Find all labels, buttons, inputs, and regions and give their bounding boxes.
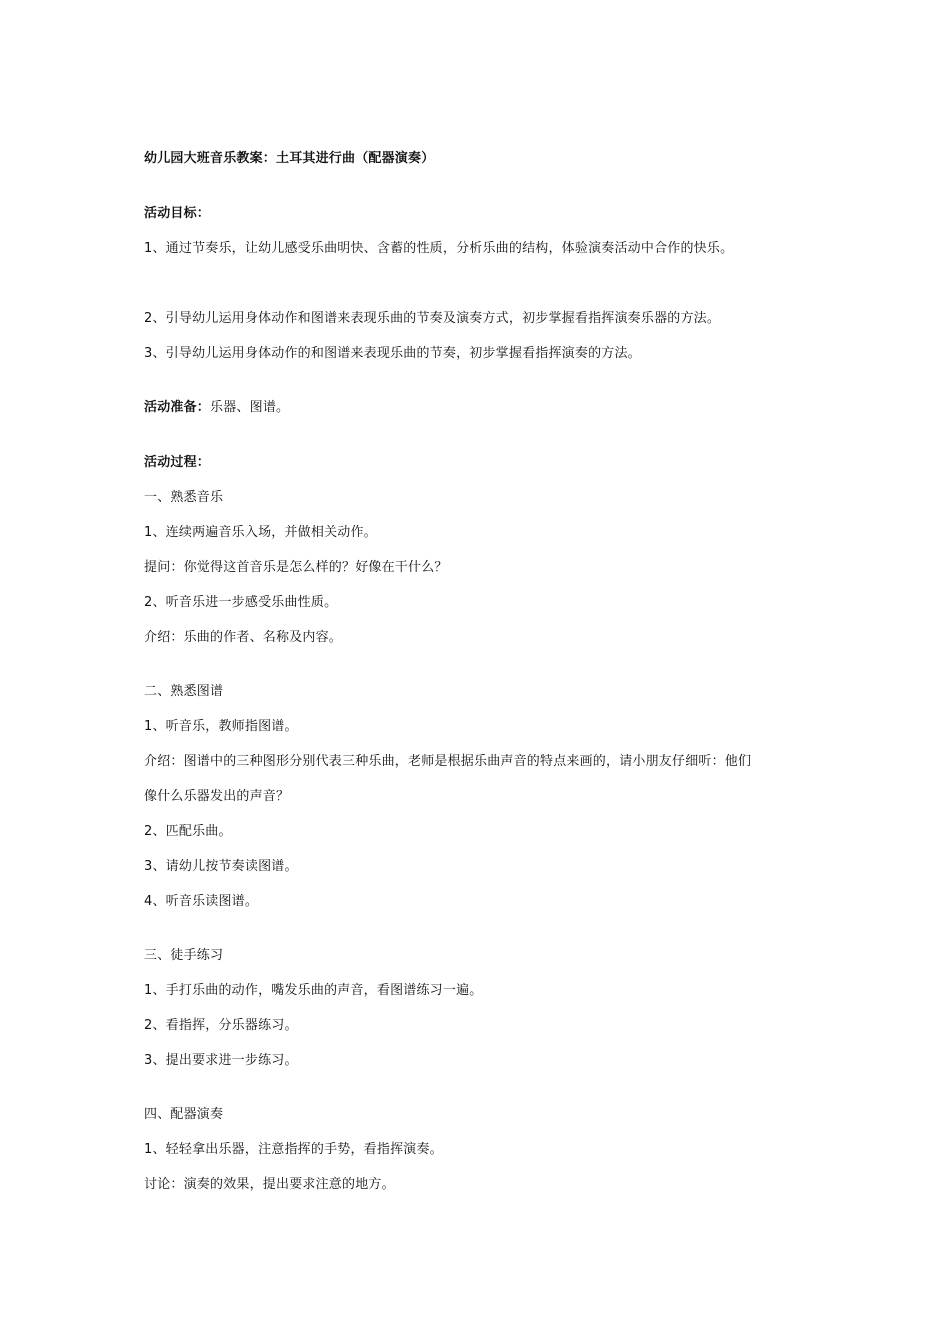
section-line: 像什么乐器发出的声音？ — [144, 789, 290, 804]
section-line: 2、匹配乐曲。 — [144, 824, 232, 839]
document-title: 幼儿园大班音乐教案：土耳其进行曲（配器演奏） — [144, 151, 435, 166]
section-line: 3、请幼儿按节奏读图谱。 — [144, 859, 298, 874]
preparation-text: 乐器、图谱。 — [210, 400, 290, 415]
goals-heading: 活动目标： — [144, 206, 211, 221]
section-title: 四、配器演奏 — [144, 1107, 224, 1122]
section-line: 介绍：图谱中的三种图形分别代表三种乐曲，老师是根据乐曲声音的特点来画的，请小朋友仔细听：他们 — [144, 754, 752, 769]
section-line: 提问：你觉得这首音乐是怎么样的？好像在干什么？ — [144, 560, 448, 575]
section-title: 一、熟悉音乐 — [144, 490, 224, 505]
section-line: 1、轻轻拿出乐器，注意指挥的手势，看指挥演奏。 — [144, 1142, 443, 1157]
preparation-label: 活动准备： — [144, 400, 211, 415]
section-title: 二、熟悉图谱 — [144, 684, 224, 699]
goal-item: 1、通过节奏乐，让幼儿感受乐曲明快、含蓄的性质，分析乐曲的结构，体验演奏活动中合作的快乐。 — [144, 241, 734, 256]
section-line: 2、听音乐进一步感受乐曲性质。 — [144, 595, 338, 610]
goal-item: 3、引导幼儿运用身体动作的和图谱来表现乐曲的节奏，初步掌握看指挥演奏的方法。 — [144, 346, 641, 361]
preparation-line — [144, 399, 289, 417]
section-line: 4、听音乐读图谱。 — [144, 894, 259, 909]
section-title: 三、徒手练习 — [144, 948, 224, 963]
section-line: 3、提出要求进一步练习。 — [144, 1053, 298, 1068]
goal-item: 2、引导幼儿运用身体动作和图谱来表现乐曲的节奏及演奏方式，初步掌握看指挥演奏乐器的方法。 — [144, 311, 721, 326]
process-heading: 活动过程： — [144, 455, 211, 470]
section-line: 介绍：乐曲的作者、名称及内容。 — [144, 630, 343, 645]
section-line: 讨论：演奏的效果，提出要求注意的地方。 — [144, 1177, 395, 1192]
section-line: 1、手打乐曲的动作，嘴发乐曲的声音，看图谱练习一遍。 — [144, 983, 483, 998]
section-line: 2、看指挥，分乐器练习。 — [144, 1018, 298, 1033]
section-line: 1、连续两遍音乐入场，并做相关动作。 — [144, 525, 377, 540]
section-line: 1、听音乐，教师指图谱。 — [144, 719, 298, 734]
